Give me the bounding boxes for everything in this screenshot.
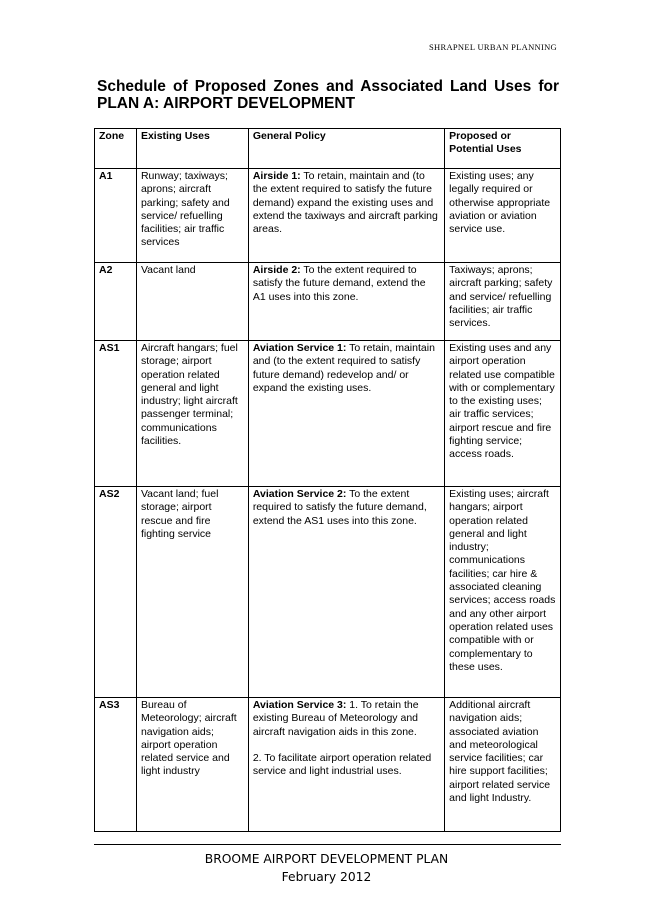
- column-header-proposed-uses: Proposed or Potential Uses: [445, 129, 561, 169]
- zone-cell: A2: [95, 263, 137, 341]
- general-policy-cell: [248, 263, 444, 341]
- proposed-uses-cell: Additional aircraft navigation aids; associated aviation and meteorological service facilities; car hire support facilities; airport related service and light Industry.: [445, 698, 561, 832]
- title-line-2: PLAN A: AIRPORT DEVELOPMENT: [97, 95, 356, 112]
- policy-text: To the extent required to satisfy the future demand, extend the A1 uses into this zone.: [252, 264, 426, 303]
- footer-document-title: BROOME AIRPORT DEVELOPMENT PLAN: [204, 852, 449, 866]
- table-row: [95, 698, 561, 832]
- proposed-uses-cell: Existing uses; any legally required or otherwise appropriate aviation or aviation service use.: [445, 169, 561, 263]
- table-row: [95, 263, 561, 341]
- zone-cell: AS1: [95, 341, 137, 487]
- existing-uses-cell: Runway; taxiways; aprons; aircraft parking; safety and service/ refuelling facilities; air traffic services: [136, 169, 248, 263]
- zone-cell: AS3: [95, 698, 137, 832]
- proposed-uses-cell: Taxiways; aprons; aircraft parking; safety and service/ refuelling facilities; air traffic services.: [445, 263, 561, 341]
- proposed-uses-cell: Existing uses and any airport operation related use compatible with or complementary to the existing uses; air traffic services; airport rescue and fire fighting service; access roads.: [445, 341, 561, 487]
- organization-header: SHRAPNEL URBAN PLANNING: [429, 42, 557, 52]
- page-title: [97, 78, 559, 112]
- policy-text: To retain, maintain and (to the extent required to satisfy the future demand) expand the existing uses and extend the taxiways and aircraft parking areas.: [252, 170, 438, 236]
- policy-name: Airside 1:: [252, 170, 301, 182]
- general-policy-cell: [248, 341, 444, 487]
- policy-name: Aviation Service 2:: [252, 488, 347, 500]
- policy-name: Airside 2:: [252, 264, 301, 276]
- footer-date: February 2012: [281, 870, 372, 884]
- zone-cell: A1: [95, 169, 137, 263]
- general-policy-cell: [248, 487, 444, 698]
- existing-uses-cell: Aircraft hangars; fuel storage; airport operation related general and light industry; light aircraft passenger terminal; communications facilities.: [136, 341, 248, 487]
- policy-name: Aviation Service 1:: [252, 342, 347, 354]
- proposed-uses-cell: Existing uses; aircraft hangars; airport operation related general and light industry; communications facilities; car hire & associated cleaning services; access roads and any other airport operation related uses compatible with or complementary to these uses.: [445, 487, 561, 698]
- existing-uses-cell: Vacant land: [136, 263, 248, 341]
- footer: [0, 850, 653, 886]
- table-row: [95, 169, 561, 263]
- column-header-general-policy: General Policy: [248, 129, 444, 169]
- policy-name: Aviation Service 3:: [252, 699, 347, 711]
- zone-cell: AS2: [95, 487, 137, 698]
- footer-divider: [94, 844, 561, 845]
- table-row: [95, 487, 561, 698]
- general-policy-cell: [248, 169, 444, 263]
- policy-text: To retain, maintain and (to the extent required to satisfy future demand) redevelop and/ or expand the existing uses.: [252, 342, 435, 394]
- policy-text-2: 2. To facilitate airport operation related service and light industrial uses.: [252, 751, 432, 778]
- general-policy-cell: [248, 698, 444, 832]
- policy-text: 1. To retain the existing Bureau of Meteorology and aircraft navigation aids in this zone.: [252, 699, 419, 738]
- zones-table: [94, 128, 561, 832]
- table-header-row: [95, 129, 561, 169]
- policy-text: To the extent required to satisfy the future demand, extend the AS1 uses into this zone.: [252, 488, 427, 527]
- existing-uses-cell: Bureau of Meteorology; aircraft navigation aids; airport operation related service and light industry: [136, 698, 248, 832]
- existing-uses-cell: Vacant land; fuel storage; airport rescue and fire fighting service: [136, 487, 248, 698]
- table-row: [95, 341, 561, 487]
- column-header-zone: Zone: [95, 129, 137, 169]
- column-header-existing-uses: Existing Uses: [136, 129, 248, 169]
- title-line-1: Schedule of Proposed Zones and Associated Land Uses for: [97, 78, 559, 95]
